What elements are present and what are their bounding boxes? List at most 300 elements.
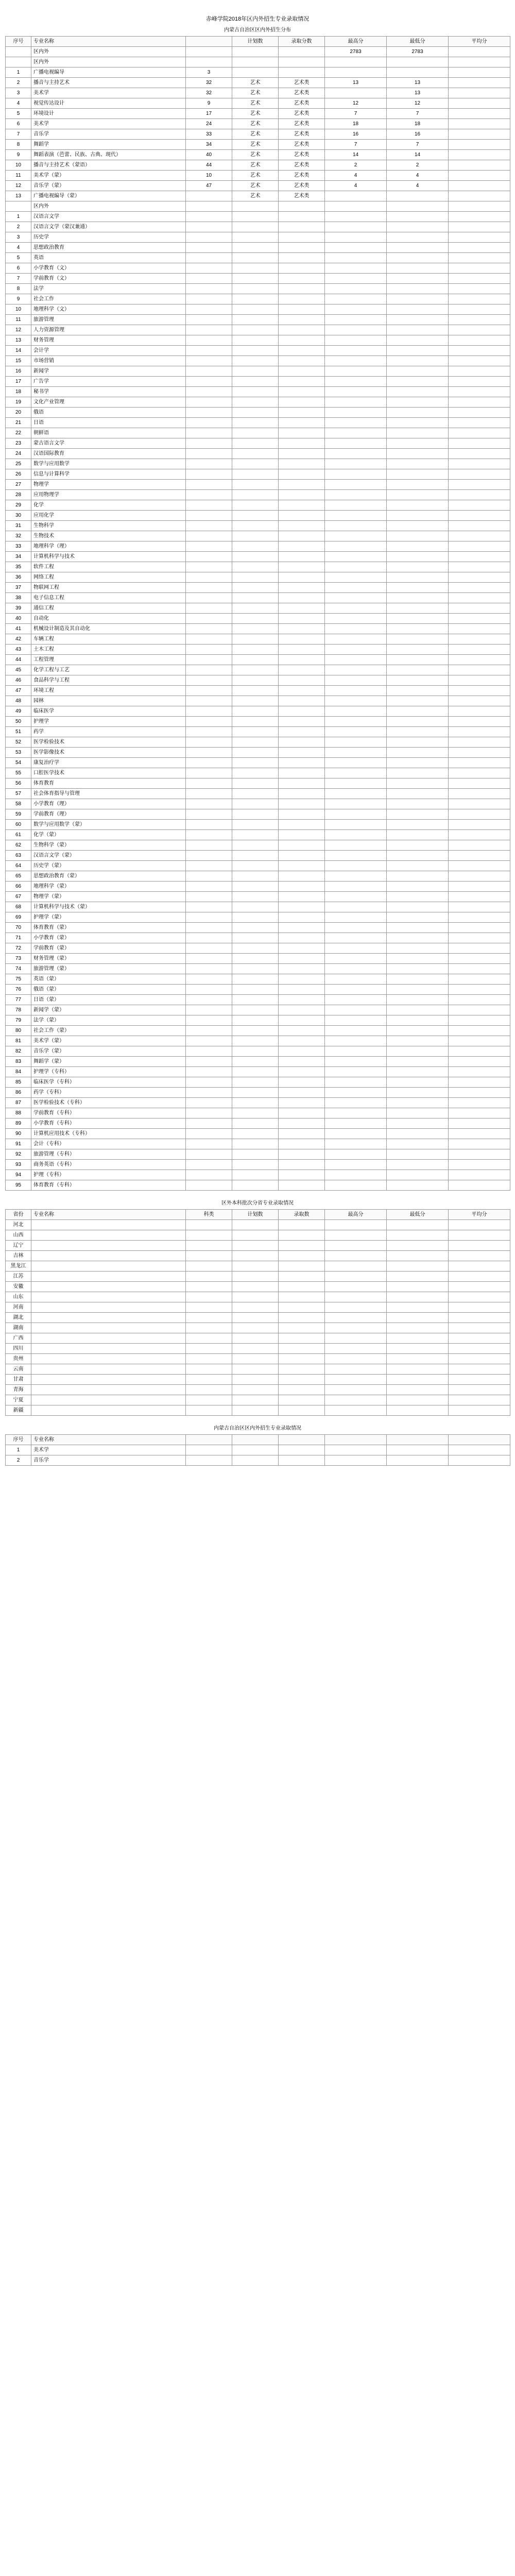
table-row [6,1170,510,1180]
table-cell: 音乐学（蒙） [31,1046,186,1057]
table-cell [325,1395,387,1405]
table-row [6,737,510,748]
table-cell [186,820,232,830]
table-cell [279,665,325,675]
table-row [6,150,510,160]
table-cell [325,1108,387,1118]
table-cell [232,768,279,778]
table-cell [232,1364,279,1375]
table-cell [31,1333,186,1344]
table-cell: 地理科学（理） [31,541,186,552]
table-row [6,593,510,603]
table-cell [325,1302,387,1313]
table-cell [387,541,449,552]
table-cell [279,490,325,500]
table-cell: 艺术 [232,160,279,171]
table-cell [325,1036,387,1046]
table-cell: 46 [6,675,31,686]
table-cell: 93 [6,1160,31,1170]
table-cell: 3 [6,232,31,243]
table-cell [387,902,449,912]
table-cell [279,67,325,78]
table-cell [279,521,325,531]
table-cell [186,1149,232,1160]
table-cell [279,480,325,490]
table-cell [186,583,232,593]
table-cell: 商务英语（专科） [31,1160,186,1170]
table-cell [387,1313,449,1323]
table-cell [449,88,510,98]
table-cell [387,1251,449,1261]
header-cell: 专业名称 [31,1210,186,1220]
section-2-caption: 区外本科批次分省专业录取情况 [221,1200,294,1206]
table-cell [387,706,449,717]
table-cell: 云南 [6,1364,31,1375]
table-cell: 76 [6,985,31,995]
table-cell: 体育教育 [31,778,186,789]
table-cell: 36 [6,572,31,583]
table-cell [387,1180,449,1191]
table-cell: 物联网工程 [31,583,186,593]
table-cell: 95 [6,1180,31,1191]
table-row [6,902,510,912]
table-row [6,377,510,387]
table-cell: 74 [6,964,31,974]
header-cell: 专业名称 [31,1435,186,1445]
table-cell [325,1292,387,1302]
table-cell [232,614,279,624]
table-cell [232,593,279,603]
table-cell [279,974,325,985]
table-cell [387,1323,449,1333]
table-cell: 61 [6,830,31,840]
table-cell [387,933,449,943]
table-row [6,1077,510,1088]
table-cell [279,882,325,892]
table-cell [325,943,387,954]
table-cell: 9 [6,150,31,160]
table-cell [232,871,279,882]
table-cell [325,397,387,408]
table-cell: 7 [6,129,31,140]
table-cell: 美术学（蒙） [31,171,186,181]
table-cell [449,1098,510,1108]
table-cell: 山西 [6,1230,31,1241]
table-cell [279,675,325,686]
table-cell [186,809,232,820]
table-cell [279,902,325,912]
table-cell: 美术学 [31,88,186,98]
table-row [6,263,510,274]
table-cell: 12 [6,325,31,335]
table-cell [387,243,449,253]
table-cell [186,1385,232,1395]
table-cell: 26 [6,469,31,480]
table-cell [449,191,510,201]
table-cell: 艺术类 [279,98,325,109]
table-cell: 13 [6,335,31,346]
table-cell [31,1323,186,1333]
table-cell [186,1129,232,1139]
table-row [6,974,510,985]
table-cell: 55 [6,768,31,778]
table-cell [325,902,387,912]
table-cell [232,974,279,985]
table-cell: 13 [387,88,449,98]
table-row [6,140,510,150]
header-cell [449,1435,510,1445]
table-cell [325,655,387,665]
table-cell [232,624,279,634]
table-cell [325,315,387,325]
table-cell [387,1375,449,1385]
table-cell: 医学影像技术 [31,748,186,758]
table-cell: 新闻学 [31,366,186,377]
table-cell: 小学教育（文） [31,263,186,274]
table-cell [449,861,510,871]
table-row [6,212,510,222]
table-cell [279,1108,325,1118]
table-cell [387,562,449,572]
table-cell [387,840,449,851]
table-cell [325,511,387,521]
table-cell [279,335,325,346]
table-cell: 47 [186,181,232,191]
table-cell [387,1354,449,1364]
table-cell [325,438,387,449]
table-cell: 广播电视编导 [31,67,186,78]
table-cell: 艺术 [232,191,279,201]
table-row [6,480,510,490]
table-row [6,1445,510,1455]
table-row [6,912,510,923]
table-cell [387,1005,449,1015]
table-cell [449,521,510,531]
table-cell [449,356,510,366]
table-cell [449,531,510,541]
table-cell [449,469,510,480]
table-cell [232,511,279,521]
table-cell [31,1282,186,1292]
table-cell: 6 [6,263,31,274]
table-cell: 2 [387,160,449,171]
table-row [6,109,510,119]
table-cell [449,1354,510,1364]
table-cell [387,1272,449,1282]
table-cell [325,912,387,923]
table-cell [325,1323,387,1333]
table-cell [279,1302,325,1313]
table-cell [279,871,325,882]
table-cell: 广播电视编导（蒙） [31,191,186,201]
table-cell [232,840,279,851]
table-cell [232,933,279,943]
table-cell [279,737,325,748]
header-cell: 最低分 [387,37,449,47]
table-cell [232,634,279,645]
table-cell [186,717,232,727]
table-cell [449,119,510,129]
table-cell: 39 [6,603,31,614]
table-cell [325,634,387,645]
table-cell [186,1282,232,1292]
table-cell [325,696,387,706]
table-cell: 3 [186,67,232,78]
table-row [6,500,510,511]
table-cell [387,820,449,830]
table-cell [186,789,232,799]
table-cell [325,593,387,603]
table-cell: 数学与应用数学（蒙） [31,820,186,830]
table-cell [325,1375,387,1385]
header-cell [325,1435,387,1445]
table-cell [232,1046,279,1057]
table-cell: 1 [6,1445,31,1455]
table-cell: 小学教育（理） [31,799,186,809]
table-cell [279,1088,325,1098]
table-cell [387,583,449,593]
table-cell [449,346,510,356]
table-cell: 34 [186,140,232,150]
table-cell [449,1108,510,1118]
table-cell: 学前教育（蒙） [31,943,186,954]
table-cell [325,1455,387,1466]
table-cell [387,686,449,696]
table-cell [387,1230,449,1241]
table-cell [387,1026,449,1036]
table-cell [325,366,387,377]
table-cell [387,1261,449,1272]
table-cell [449,789,510,799]
table-cell [232,366,279,377]
table-cell [232,675,279,686]
table-cell [387,57,449,67]
table-cell [186,799,232,809]
table-cell [449,438,510,449]
table-cell [186,861,232,871]
section-3-table [5,1434,510,1466]
table-row [6,1302,510,1313]
table-cell: 89 [6,1118,31,1129]
table-cell [449,1160,510,1170]
table-cell: 44 [6,655,31,665]
table-cell [232,1405,279,1416]
table-cell: 14 [6,346,31,356]
table-cell [279,1149,325,1160]
table-cell: 舞蹈学 [31,140,186,150]
table-row [6,985,510,995]
table-cell [387,232,449,243]
table-row [6,830,510,840]
table-cell [449,490,510,500]
header-cell: 最高分 [325,1210,387,1220]
table-cell [325,1015,387,1026]
table-cell [232,892,279,902]
table-cell [186,1251,232,1261]
table-cell [232,541,279,552]
table-cell [279,964,325,974]
table-cell [6,57,31,67]
table-cell [279,1015,325,1026]
table-cell [387,366,449,377]
table-cell [186,47,232,57]
table-cell [279,511,325,521]
table-cell: 66 [6,882,31,892]
table-cell: 秘书学 [31,387,186,397]
table-cell: 汉语国际教育 [31,449,186,459]
table-cell [387,356,449,366]
table-cell [279,1160,325,1170]
table-cell [279,1180,325,1191]
table-row [6,428,510,438]
table-row [6,408,510,418]
table-row [6,882,510,892]
table-row [6,562,510,572]
table-cell [186,634,232,645]
table-cell [325,304,387,315]
table-cell [186,974,232,985]
table-cell [325,284,387,294]
table-cell [449,645,510,655]
table-cell [279,799,325,809]
table-cell [449,593,510,603]
table-row [6,572,510,583]
table-row [6,366,510,377]
table-cell: 91 [6,1139,31,1149]
table-cell [325,1180,387,1191]
table-cell [449,1333,510,1344]
table-cell [449,232,510,243]
table-cell: 法学（蒙） [31,1015,186,1026]
table-cell [232,1323,279,1333]
table-cell [449,212,510,222]
table-cell [186,552,232,562]
table-cell [325,1445,387,1455]
table-cell [279,562,325,572]
table-cell: 自动化 [31,614,186,624]
table-cell: 94 [6,1170,31,1180]
table-cell [387,335,449,346]
table-cell [449,160,510,171]
table-cell [232,253,279,263]
header-cell [279,1435,325,1445]
table-cell [449,140,510,150]
table-cell: 艺术 [232,171,279,181]
table-cell: 艺术类 [279,119,325,129]
table-cell: 48 [6,696,31,706]
table-cell [232,1026,279,1036]
table-cell [279,1261,325,1272]
table-cell [279,1026,325,1036]
table-cell: 68 [6,902,31,912]
table-cell: 41 [6,624,31,634]
table-header-row [6,37,510,47]
table-cell [279,1333,325,1344]
table-cell [279,820,325,830]
table-cell [186,1180,232,1191]
table-cell: 旅游管理 [31,315,186,325]
table-cell [387,212,449,222]
table-cell [279,222,325,232]
table-cell [449,397,510,408]
table-cell [387,1118,449,1129]
table-cell [387,964,449,974]
table-cell [279,397,325,408]
table-cell [232,212,279,222]
table-cell [232,727,279,737]
table-cell [279,377,325,387]
table-cell [325,67,387,78]
table-cell [449,274,510,284]
table-cell [449,954,510,964]
table-cell [186,511,232,521]
table-cell [449,943,510,954]
table-row [6,1455,510,1466]
table-cell [186,1272,232,1282]
table-cell [387,377,449,387]
table-cell: 护理学 [31,717,186,727]
table-cell: 艺术 [232,78,279,88]
table-cell: 艺术类 [279,88,325,98]
table-cell [325,706,387,717]
table-cell: 52 [6,737,31,748]
table-cell: 园林 [31,696,186,706]
table-cell: 药学 [31,727,186,737]
table-cell [279,1344,325,1354]
table-cell [449,109,510,119]
table-cell [325,356,387,366]
table-row [6,397,510,408]
table-cell [279,1077,325,1088]
table-cell: 计算机应用技术（专科） [31,1129,186,1139]
table-cell [186,191,232,201]
table-cell [279,778,325,789]
table-cell [325,572,387,583]
table-cell: 辽宁 [6,1241,31,1251]
table-cell [387,1149,449,1160]
table-row [6,583,510,593]
table-cell [279,1220,325,1230]
table-cell [387,67,449,78]
table-cell [232,552,279,562]
table-cell: 区内外 [31,47,186,57]
table-cell [232,820,279,830]
table-cell [449,1302,510,1313]
table-cell: 49 [6,706,31,717]
table-cell: 艺术类 [279,191,325,201]
table-cell [449,1015,510,1026]
table-cell [232,655,279,665]
table-cell: 美术学 [31,119,186,129]
table-cell [449,428,510,438]
table-cell [449,572,510,583]
table-cell: 学前教育（理） [31,809,186,820]
table-cell: 87 [6,1098,31,1108]
table-cell [232,830,279,840]
table-cell [279,943,325,954]
table-cell [186,1077,232,1088]
table-cell: 新闻学（蒙） [31,1005,186,1015]
table-cell [325,1333,387,1344]
table-cell [31,1375,186,1385]
table-cell [325,882,387,892]
table-cell [279,583,325,593]
table-cell [449,541,510,552]
table-cell [279,645,325,655]
table-cell: 食品科学与工程 [31,675,186,686]
table-cell [325,346,387,356]
table-cell: 2 [6,222,31,232]
